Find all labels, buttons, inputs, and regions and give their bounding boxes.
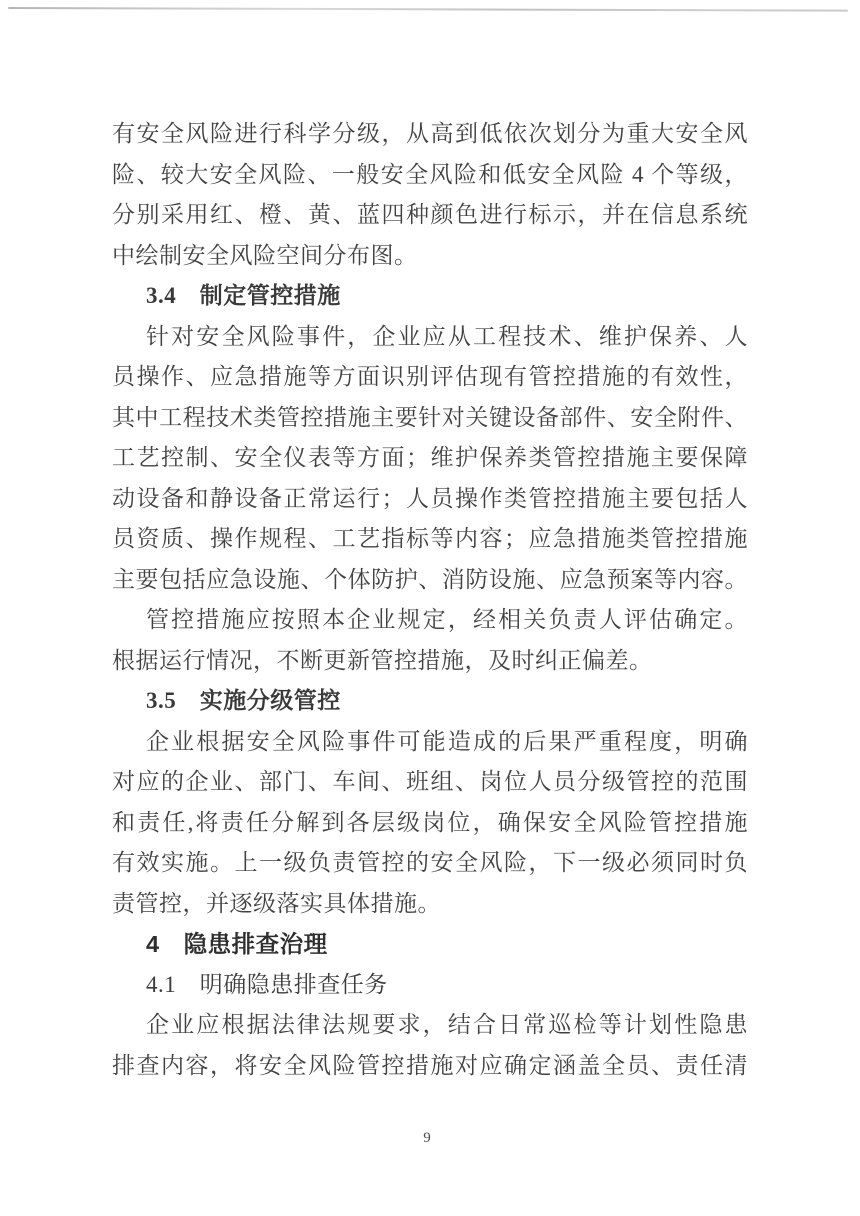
text-line: 主要包括应急设施、个体防护、消防设施、应急预案等内容。 [112,566,748,592]
page-number: 9 [423,1130,431,1146]
text-line: 根据运行情况，不断更新管控措施，及时纠正偏差。 [112,647,653,673]
text-line: 管控措施应按照本企业规定，经相关负责人评估确定。 [146,607,748,632]
text-line: 分别采用红、橙、黄、蓝四种颜色进行标示，并在信息系统 [112,202,748,227]
page-content [112,114,748,1086]
text-line: 企业应根据法律法规要求，结合日常巡检等计划性隐患 [146,1012,748,1037]
heading-4: 4 隐患排查治理 [146,931,328,957]
heading-3-5: 3.5 实施分级管控 [146,688,341,713]
text-line: 有效实施。上一级负责管控的安全风险，下一级必须同时负 [112,850,748,875]
text-line: 企业根据安全风险事件可能造成的后果严重程度，明确 [146,728,748,754]
text-line: 和责任,将责任分解到各层级岗位，确保安全风险管控措施 [112,809,748,835]
text-line: 有安全风险进行科学分级，从高到低依次划分为重大安全风 [112,121,748,146]
text-line: 中绘制安全风险空间分布图。 [112,242,418,268]
text-line: 员操作、应急措施等方面识别评估现有管控措施的有效性， [112,364,748,389]
text-line: 对应的企业、部门、车间、班组、岗位人员分级管控的范围 [112,769,748,794]
text-line: 工艺控制、安全仪表等方面；维护保养类管控措施主要保障 [112,445,748,470]
scan-artifact-line [8,7,848,12]
text-line: 员资质、操作规程、工艺指标等内容；应急措施类管控措施 [112,526,748,551]
heading-3-4: 3.4 制定管控措施 [146,283,341,308]
text-line: 排查内容，将安全风险管控措施对应确定涵盖全员、责任清 [112,1052,748,1078]
text-line: 针对安全风险事件，企业应从工程技术、维护保养、人 [146,323,748,349]
text-line: 责管控，并逐级落实具体措施。 [112,890,441,916]
heading-4-1: 4.1 明确隐患排查任务 [146,971,388,997]
text-line: 动设备和静设备正常运行；人员操作类管控措施主要包括人 [112,485,748,511]
text-line: 其中工程技术类管控措施主要针对关键设备部件、安全附件、 [112,404,748,430]
text-line: 险、较大安全风险、一般安全风险和低安全风险 4 个等级， [112,161,748,187]
